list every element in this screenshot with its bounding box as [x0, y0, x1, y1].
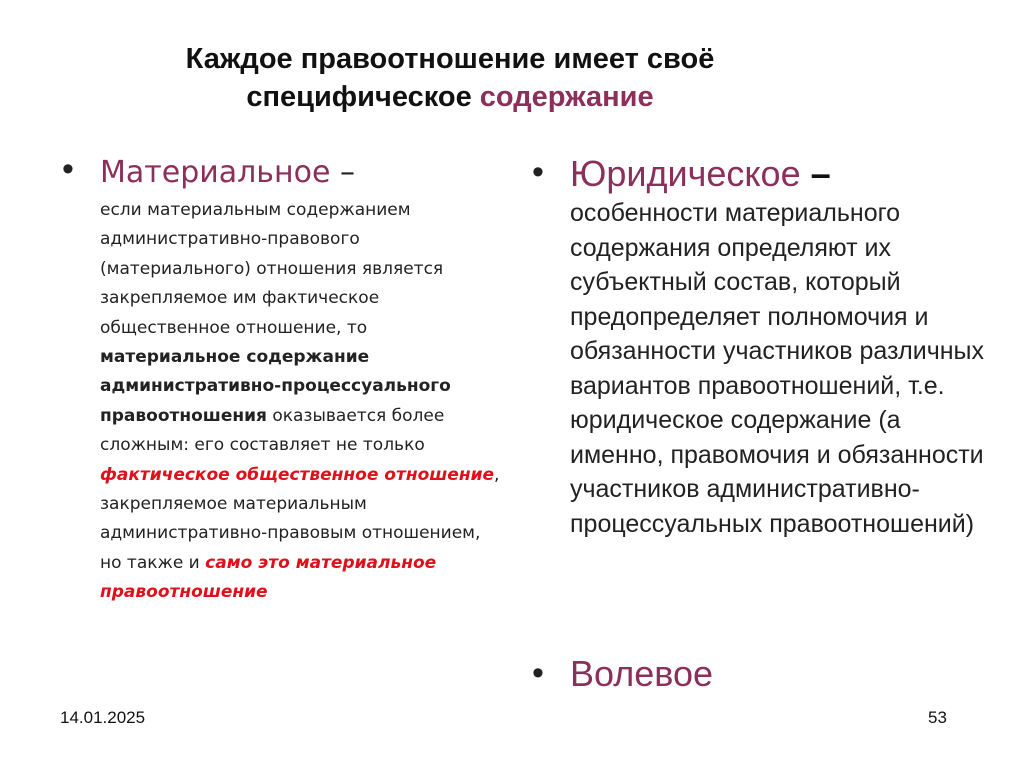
left-body-bold: материальное содержание административно-процессуального правоотношения — [100, 347, 451, 426]
slide-title — [40, 40, 860, 116]
right-column — [570, 152, 990, 541]
right-heading-text: Юридическое — [570, 153, 801, 194]
left-heading-text: Материальное — [100, 155, 331, 190]
left-heading — [100, 152, 500, 194]
left-heading-dash: – — [330, 155, 355, 190]
left-body-emphasis-1: фактическое общественное отношение — [100, 464, 495, 485]
page-number: 53 — [928, 708, 947, 727]
title-line-1: Каждое правоотношение имеет своё — [185, 43, 715, 75]
right-second-heading: Волевое — [570, 653, 714, 694]
title-line-2-plain: специфическое — [246, 81, 480, 113]
right-second-bullet: • — [532, 654, 544, 692]
left-bullet: • — [62, 150, 74, 188]
left-body-text-3: , закрепляемое материальным административно-правовым отношением, но также и — [100, 464, 500, 573]
right-heading — [570, 152, 990, 196]
right-heading-dash: – — [800, 153, 831, 194]
left-body-text-2: оказывается более сложным: его составляет не только — [100, 405, 445, 456]
title-line-2-accent: содержание — [479, 81, 654, 113]
right-bullet: • — [532, 153, 544, 191]
left-body-text-1: если материальным содержанием административно-правового (материального) отношения является закрепляемое им фактическое общественное отношение, то — [100, 200, 444, 338]
left-body-emphasis-2: само это материальное правоотношение — [100, 552, 437, 603]
right-body: особенности материального содержания определяют их субъектный состав, который предопределяет полномочия и обязанности участников различных вариантов правоотношений, т.е. юридическое содержание (а именно, правомочия и обязанности участников административно-процессуальных правоотношений) — [570, 199, 985, 538]
footer-date: 14.01.2025 — [60, 708, 146, 727]
left-body — [100, 196, 500, 608]
title-line-2 — [40, 78, 860, 116]
left-column — [100, 152, 500, 608]
